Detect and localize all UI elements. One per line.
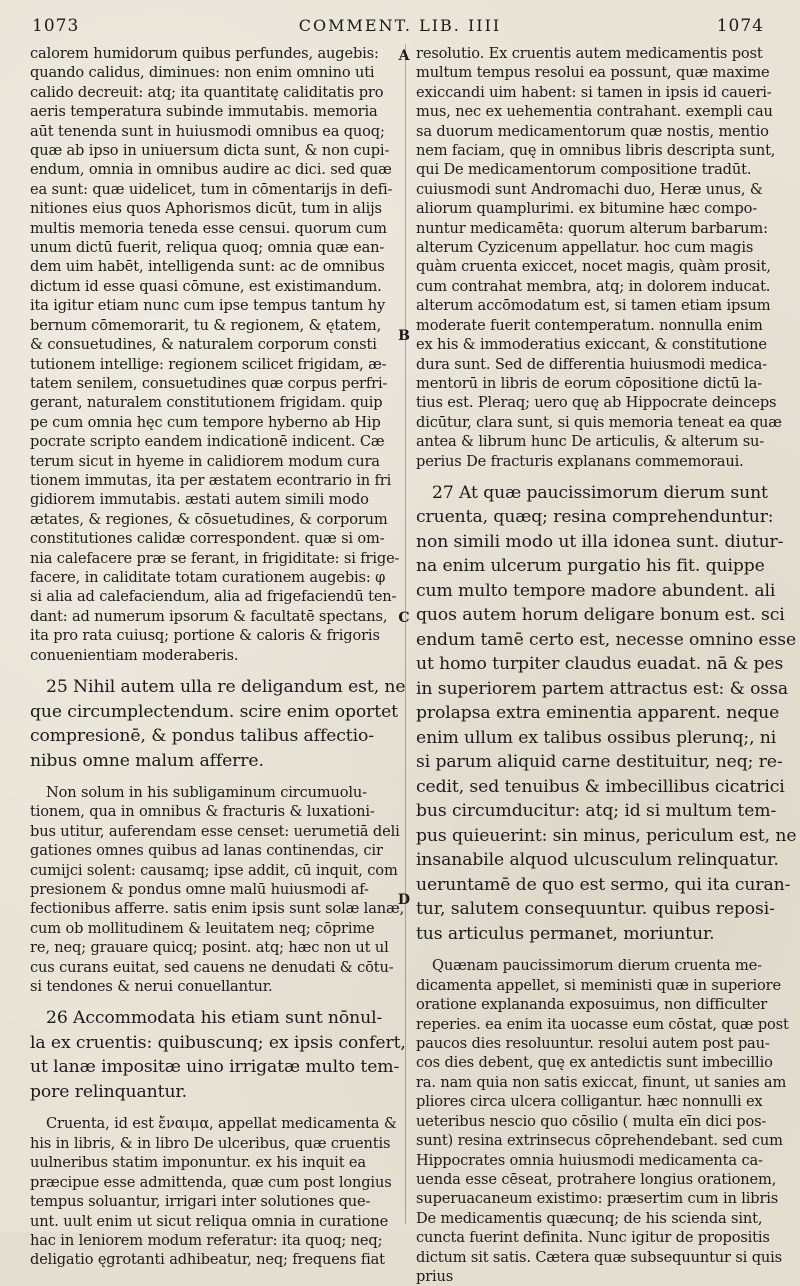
text-line: qui De medicamentorum compositione tradūt. — [416, 161, 752, 179]
text-line: constitutiones calidæ correspondent. quæ si om- — [30, 530, 385, 548]
text-line: ætates, & regiones, & cōsuetudines, & corporum — [30, 510, 388, 528]
text-line: re, neq; grauare quicq; posint. atq; hæc non ut ul — [30, 939, 389, 957]
paragraph-gap — [30, 773, 390, 783]
text-line: endum, omnia in omnibus audire ac dici. sed quæ — [30, 161, 392, 179]
text-line: cruenta, quæq; resina comprehenduntur: — [416, 507, 774, 528]
text-line: pe cum omnia hęc cum tempore hyberno ab Hip — [30, 413, 381, 431]
text-line: ita igitur etiam nunc cum ipse tempus tantum hy — [30, 297, 386, 315]
text-line: prius — [416, 1267, 454, 1285]
text-line: fectionibus afferre. satis enim ipsis sunt solæ lanæ, — [30, 900, 405, 918]
text-line: cum contrahat membra, atq; in dolorem inducat. — [416, 277, 771, 295]
text-line: ueteribus nescio quo cōsilio ( multa eīn dici pos- — [416, 1112, 767, 1130]
text-line: alterum accōmodatum est, si tamen etiam ipsum — [416, 297, 771, 315]
text-line: uulneribus statim imponuntur. ex his inquit ea — [30, 1154, 366, 1172]
paragraph-gap — [416, 946, 782, 956]
text-line: dura sunt. Sed de differentia huiusmodi medica- — [416, 355, 767, 373]
text-line: tionem, qua in omnibus & fracturis & luxationi- — [30, 803, 375, 821]
text-line: oratione explananda exposuimus, non difficulter — [416, 996, 768, 1014]
text-line: endum tamē certo est, necesse omnino esse — [416, 629, 797, 650]
text-line: his in libris, & in libro De ulceribus, quæ cruentis — [30, 1134, 391, 1152]
text-line: multis memoria teneda esse censui. quorum cum — [30, 219, 387, 237]
text-line: quæ ab ipso in uniuersum dicta sunt, & non cupi- — [30, 142, 390, 160]
text-line: facere, in caliditate totam curationem augebis: φ — [30, 568, 386, 586]
paragraph-gap — [30, 665, 390, 675]
text-line: nem faciam, quę in omnibus libris descripta sunt, — [416, 142, 776, 160]
text-line: si parum aliquid carne destituitur, neq; re- — [416, 752, 783, 773]
text-line: gerant, naturalem constitutionem frigidam. quip — [30, 394, 383, 412]
text-line: na enim ulcerum purgatio his fit. quippe — [416, 556, 765, 577]
text-line: tionem immutas, ita per æstatem econtrario in fri — [30, 471, 392, 489]
text-line: pore relinquantur. — [30, 1081, 188, 1102]
text-line: cos dies debent, quę ex antedictis sunt imbecillio — [416, 1054, 773, 1072]
text-line: dicamenta appellet, si meministi quæ in superiore — [416, 976, 781, 994]
text-line: pus quieuerint: sin minus, periculum est, ne — [416, 825, 797, 846]
text-line: non simili modo ut illa idonea sunt. diutur- — [416, 531, 784, 552]
text-line: perius De fracturis explanans commemoraui. — [416, 452, 744, 470]
text-line: multum tempus resolui ea possunt, quæ maxime — [416, 64, 770, 82]
text-line: tatem senilem, consuetudines quæ corpus perfri- — [30, 374, 388, 392]
text-line: cumijci solent: causamq; ipse addit, cū inquit, com — [30, 861, 398, 879]
text-line: cuiusmodi sunt Andromachi duo, Heræ unus, & — [416, 180, 763, 198]
text-line: alterum Cyzicenum appellatur. hoc cum magis — [416, 239, 754, 257]
text-line: aliorum quamplurimi. ex bitumine hæc compo- — [416, 200, 758, 218]
text-line: calorem humidorum quibus perfundes, augebis: — [30, 45, 379, 62]
text-line: unum dictū fuerit, reliqua quoq; omnia quæ ean- — [30, 239, 385, 257]
left-text-column — [30, 44, 406, 1269]
text-line: tius est. Pleraq; uero quę ab Hippocrate deinceps — [416, 394, 777, 412]
text-line: Hippocrates omnia huiusmodi medicamenta ca- — [416, 1151, 763, 1169]
text-line: dant: ad numerum ipsorum & facultatē spectans, — [30, 607, 388, 625]
text-line: antea & librum hunc De articulis, & alterum su- — [416, 433, 765, 451]
text-line: præcipue esse admittenda, quæ cum post longius — [30, 1173, 392, 1191]
text-line: presionem & pondus omne malū huiusmodi af- — [30, 881, 369, 899]
text-line: compresionē, & pondus talibus affectio- — [30, 726, 374, 746]
text-line: ita pro rata cuiusq; portione & caloris & frigoris — [30, 627, 380, 645]
text-line: exiccandi uim habent: si tamen in ipsis id caueri- — [416, 83, 772, 101]
text-line: nia calefacere præ se ferant, in frigiditate: si frige- — [30, 549, 400, 567]
text-line: Cruenta, id est ἔναιμα, appellat medicamenta & — [46, 1115, 397, 1133]
text-line: enim ullum ex talibus ossibus plerunq;, ni — [416, 727, 777, 748]
text-line: deligatio ęgrotanti adhibeatur, neq; frequens fiat — [30, 1251, 385, 1269]
text-line: reperies. ea enim ita uocasse eum cōstat, quæ post — [416, 1015, 789, 1033]
text-line: que circumplectendum. scire enim oportet — [30, 701, 398, 722]
text-line: si alia ad calefaciendum, alia ad frigefaciendū ten- — [30, 588, 397, 606]
margin-letter-b: B — [398, 328, 410, 344]
text-line: ueruntamē de quo est sermo, qui ita curan- — [416, 874, 791, 895]
text-line: 25 Nihil autem ulla re deligandum est, ne — [46, 677, 406, 697]
text-line: gidiorem immutabis. æstati autem simili modo — [30, 491, 369, 509]
text-line: moderate fuerit contemperatum. nonnulla enim — [416, 316, 763, 334]
margin-letter-d: D — [397, 892, 411, 908]
text-line: aeris temperatura subinde immutabis. memoria — [30, 103, 378, 121]
text-line: mentorū in libris de eorum cōpositione dictū la- — [416, 374, 763, 392]
text-line: cum multo tempore madore abundent. ali — [416, 580, 776, 601]
text-line: bus circumducitur: atq; id si multum tem- — [416, 801, 777, 822]
text-line: quàm cruenta exiccet, nocet magis, quàm prosit, — [416, 258, 771, 276]
text-line: nibus omne malum afferre. — [30, 750, 264, 771]
margin-letter-c: C — [398, 610, 410, 626]
text-line: calido decreuit: atq; ita quantitatę caliditatis pro — [30, 83, 384, 101]
text-line: bus utitur, auferendam esse censet: uerumetiā deli — [30, 822, 400, 840]
text-line: quando calidus, diminues: non enim omnino uti — [30, 64, 375, 82]
paragraph-gap — [30, 996, 390, 1006]
text-line: la ex cruentis: quibuscunq; ex ipsis confert, — [30, 1032, 406, 1053]
text-line: tempus soluantur, irrigari inter solutiones que- — [30, 1193, 371, 1211]
text-line: superuacaneum existimo: præsertim cum in libris — [416, 1190, 779, 1208]
text-line: aūt tenenda sunt in huiusmodi omnibus ea quoq; — [30, 122, 385, 140]
text-line: pocrate scripto eandem indicationē indicent. Cæ — [30, 433, 385, 451]
text-line: gationes omnes quibus ad lanas continendas, cir — [30, 842, 383, 860]
running-header — [0, 6, 800, 40]
text-line: in superiorem partem attractus est: & ossa — [416, 678, 788, 699]
page-number-left: 1073 — [32, 16, 80, 36]
text-line: nitiones eius quos Aphorismos dicūt, tum in alijs — [30, 200, 382, 218]
text-line: unt. uult enim ut sicut reliqua omnia in curatione — [30, 1212, 389, 1230]
text-line: insanabile alquod ulcusculum relinquatur. — [416, 850, 779, 871]
text-line: prolapsa extra eminentia apparent. neque — [416, 703, 780, 724]
text-line: Non solum in his subligaminum circumuolu- — [46, 784, 367, 801]
text-line: tutionem intellige: regionem scilicet frigidam, æ- — [30, 355, 387, 373]
text-line: sa duorum medicamentorum quæ nostis, mentio — [416, 122, 769, 140]
text-line: cum ob mollitudinem & leuitatem neq; cōprime — [30, 919, 375, 937]
page-number-right: 1074 — [716, 16, 764, 36]
text-line: ut lanæ impositæ uino irrigatæ multo tem- — [30, 1057, 400, 1078]
text-line: pliores circa ulcera colligantur. hæc nonnulli ex — [416, 1093, 763, 1111]
text-line: ea sunt: quæ uidelicet, tum in cōmentarijs in defi- — [30, 180, 393, 198]
text-line: 26 Accommodata his etiam sunt nōnul- — [46, 1008, 383, 1029]
text-line: Quænam paucissimorum dierum cruenta me- — [432, 957, 762, 975]
text-line: ra. nam quia non satis exiccat, finunt, ut sanies am — [416, 1073, 787, 1091]
text-line: dem uim habēt, intelligenda sunt: ac de omnibus — [30, 258, 385, 276]
text-line: uenda esse cēseat, protrahere longius orationem, — [416, 1170, 777, 1188]
text-line: cus curans euitat, sed cauens ne denudati & cōtu- — [30, 958, 394, 976]
text-line: & consuetudines, & naturalem corporum consti — [30, 336, 377, 354]
text-line: cuncta fuerint definita. Nunc igitur de propositis — [416, 1229, 770, 1247]
text-line: 27 At quæ paucissimorum dierum sunt — [432, 482, 768, 503]
text-line: terum sicut in hyeme in calidiorem modum cura — [30, 452, 380, 470]
text-line: De medicamentis quæcunq; de his scienda sint, — [416, 1209, 763, 1227]
text-line: cedit, sed tenuibus & imbecillibus cicatrici — [416, 776, 785, 797]
text-line: nuntur medicamēta: quorum alterum barbarum: — [416, 219, 768, 237]
text-line: conuenientiam moderaberis. — [30, 646, 239, 664]
text-line: tur, salutem consequuntur. quibus reposi- — [416, 899, 775, 920]
text-line: tus articulus permanet, moriuntur. — [416, 923, 715, 944]
text-line: resolutio. Ex cruentis autem medicamentis post — [416, 45, 763, 62]
text-line: ut homo turpiter claudus euadat. nā & pes — [416, 654, 784, 675]
running-title: COMMENT. LIB. IIII — [298, 16, 502, 35]
right-text-column — [416, 44, 797, 1285]
text-line: hac in leniorem modum referatur: ita quoq; neq; — [30, 1231, 383, 1249]
text-line: bernum cōmemorarit, tu & regionem, & ętatem, — [30, 316, 382, 334]
text-line: paucos dies resoluuntur. resolui autem post pau- — [416, 1035, 770, 1053]
text-line: dictum id esse quasi cōmune, est existimandum. — [30, 277, 382, 295]
paragraph-gap — [416, 471, 782, 481]
text-line: sunt) resina extrinsecus cōprehendebant. sed cum — [416, 1132, 783, 1150]
text-line: dicūtur, clara sunt, si quis memoria teneat ea quæ — [416, 413, 782, 431]
text-line: mus, nec ex uehementia contrahant. exempli cau — [416, 103, 773, 121]
margin-letter-a: A — [398, 48, 410, 64]
paragraph-gap — [30, 1104, 390, 1114]
text-line: dictum sit satis. Cætera quæ subsequuntur si quis — [416, 1248, 782, 1266]
text-line: ex his & immoderatius exiccant, & constitutione — [416, 336, 767, 354]
text-line: si tendones & nerui conuellantur. — [30, 978, 273, 996]
text-line: quos autem horum deligare bonum est. sci — [416, 605, 785, 626]
